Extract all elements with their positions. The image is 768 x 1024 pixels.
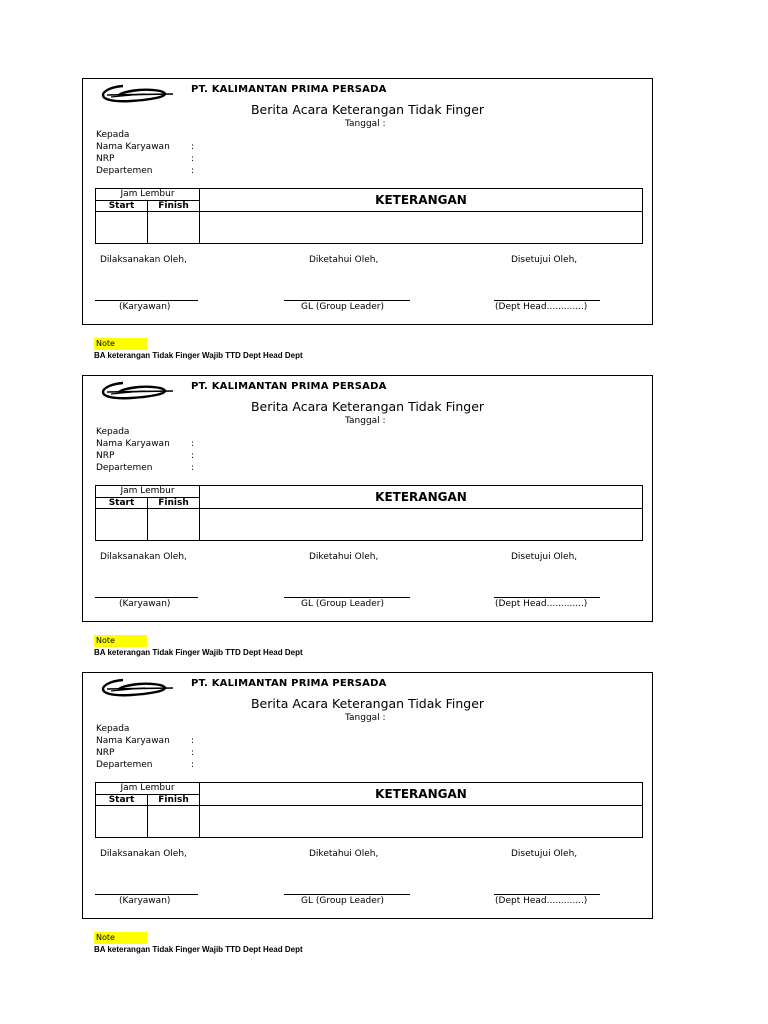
acknowledged-by-label: Diketahui Oleh, — [309, 255, 379, 265]
company-name: PT. KALIMANTAN PRIMA PERSADA — [191, 678, 387, 689]
field-colon: : — [191, 154, 195, 164]
field-to-label: Kepada — [96, 427, 130, 437]
start-header: Start — [96, 201, 148, 212]
remarks-header: KETERANGAN — [200, 189, 643, 212]
form-title-text: Berita Acara Keterangan Tidak Finger — [250, 399, 485, 414]
start-header: Start — [96, 795, 148, 806]
leader-signature-line — [284, 300, 410, 301]
field-employee-name — [96, 438, 195, 450]
field-nrp — [96, 153, 195, 165]
head-signature-line — [494, 597, 600, 598]
start-cell[interactable] — [96, 509, 148, 541]
note-block — [94, 338, 303, 360]
note-label: Note — [94, 932, 147, 944]
form-card — [82, 672, 653, 919]
field-colon: : — [191, 463, 195, 473]
employee-role: (Karyawan) — [119, 302, 171, 312]
field-to — [96, 723, 170, 735]
form-title — [83, 696, 652, 711]
employee-fields — [96, 723, 195, 771]
finish-header: Finish — [148, 498, 200, 509]
form-card — [82, 375, 653, 622]
employee-role: (Karyawan) — [119, 599, 171, 609]
employee-signature-line — [95, 300, 198, 301]
field-employee-name-label: Nama Karyawan — [96, 736, 170, 746]
form-title — [83, 399, 652, 414]
field-employee-name — [96, 141, 195, 153]
note-text: BA keterangan Tidak Finger Wajib TTD Dept Head Dept — [94, 351, 303, 360]
note-block — [94, 932, 303, 954]
field-nrp-label: NRP — [96, 154, 115, 164]
head-role: (Dept Head.............) — [495, 896, 588, 906]
acknowledged-by-label: Diketahui Oleh, — [309, 552, 379, 562]
note-label: Note — [94, 635, 147, 647]
field-department — [96, 462, 195, 474]
leader-signature-line — [284, 894, 410, 895]
date-label: Tanggal : — [345, 713, 386, 723]
finish-header: Finish — [148, 795, 200, 806]
field-colon: : — [191, 760, 195, 770]
field-nrp — [96, 450, 195, 462]
field-department — [96, 165, 195, 177]
overtime-header: Jam Lembur — [96, 486, 200, 498]
leader-signature-line — [284, 597, 410, 598]
field-to-label: Kepada — [96, 130, 130, 140]
employee-signature-line — [95, 894, 198, 895]
executed-by-label: Dilaksanakan Oleh, — [100, 255, 187, 265]
leader-role: GL (Group Leader) — [301, 599, 384, 609]
acknowledged-by-label: Diketahui Oleh, — [309, 849, 379, 859]
field-colon: : — [191, 748, 195, 758]
note-text: BA keterangan Tidak Finger Wajib TTD Dept Head Dept — [94, 648, 303, 657]
field-to-label: Kepada — [96, 724, 130, 734]
note-text: BA keterangan Tidak Finger Wajib TTD Dept Head Dept — [94, 945, 303, 954]
remarks-header: KETERANGAN — [200, 486, 643, 509]
company-name: PT. KALIMANTAN PRIMA PERSADA — [191, 84, 387, 95]
date-label: Tanggal : — [345, 416, 386, 426]
executed-by-label: Dilaksanakan Oleh, — [100, 552, 187, 562]
employee-fields — [96, 129, 195, 177]
date-label: Tanggal : — [345, 119, 386, 129]
form-card — [82, 78, 653, 325]
employee-role: (Karyawan) — [119, 896, 171, 906]
field-department-label: Departemen — [96, 463, 153, 473]
form-title-text: Berita Acara Keterangan Tidak Finger — [250, 696, 485, 711]
finish-cell[interactable] — [148, 509, 200, 541]
leader-role: GL (Group Leader) — [301, 896, 384, 906]
field-to — [96, 426, 170, 438]
field-to — [96, 129, 170, 141]
field-colon: : — [191, 736, 195, 746]
approved-by-label: Disetujui Oleh, — [511, 552, 578, 562]
form-title — [83, 102, 652, 117]
remarks-cell[interactable] — [200, 509, 643, 541]
field-department-label: Departemen — [96, 760, 153, 770]
head-role: (Dept Head.............) — [495, 599, 588, 609]
approved-by-label: Disetujui Oleh, — [511, 255, 578, 265]
start-cell[interactable] — [96, 806, 148, 838]
field-colon: : — [191, 166, 195, 176]
executed-by-label: Dilaksanakan Oleh, — [100, 849, 187, 859]
overtime-header: Jam Lembur — [96, 189, 200, 201]
head-signature-line — [494, 300, 600, 301]
overtime-table — [95, 782, 643, 838]
start-header: Start — [96, 498, 148, 509]
finish-cell[interactable] — [148, 806, 200, 838]
employee-fields — [96, 426, 195, 474]
field-nrp-label: NRP — [96, 748, 115, 758]
note-block — [94, 635, 303, 657]
field-colon: : — [191, 439, 195, 449]
field-colon: : — [191, 142, 195, 152]
form-title-text: Berita Acara Keterangan Tidak Finger — [250, 102, 485, 117]
overtime-header: Jam Lembur — [96, 783, 200, 795]
overtime-table — [95, 485, 643, 541]
note-label: Note — [94, 338, 147, 350]
overtime-table — [95, 188, 643, 244]
finish-cell[interactable] — [148, 212, 200, 244]
company-name: PT. KALIMANTAN PRIMA PERSADA — [191, 381, 387, 392]
field-nrp — [96, 747, 195, 759]
field-colon: : — [191, 451, 195, 461]
leader-role: GL (Group Leader) — [301, 302, 384, 312]
head-role: (Dept Head.............) — [495, 302, 588, 312]
start-cell[interactable] — [96, 212, 148, 244]
field-employee-name — [96, 735, 195, 747]
field-department-label: Departemen — [96, 166, 153, 176]
finish-header: Finish — [148, 201, 200, 212]
field-employee-name-label: Nama Karyawan — [96, 142, 170, 152]
field-department — [96, 759, 195, 771]
remarks-cell[interactable] — [200, 212, 643, 244]
employee-signature-line — [95, 597, 198, 598]
approved-by-label: Disetujui Oleh, — [511, 849, 578, 859]
head-signature-line — [494, 894, 600, 895]
remarks-header: KETERANGAN — [200, 783, 643, 806]
field-nrp-label: NRP — [96, 451, 115, 461]
remarks-cell[interactable] — [200, 806, 643, 838]
field-employee-name-label: Nama Karyawan — [96, 439, 170, 449]
